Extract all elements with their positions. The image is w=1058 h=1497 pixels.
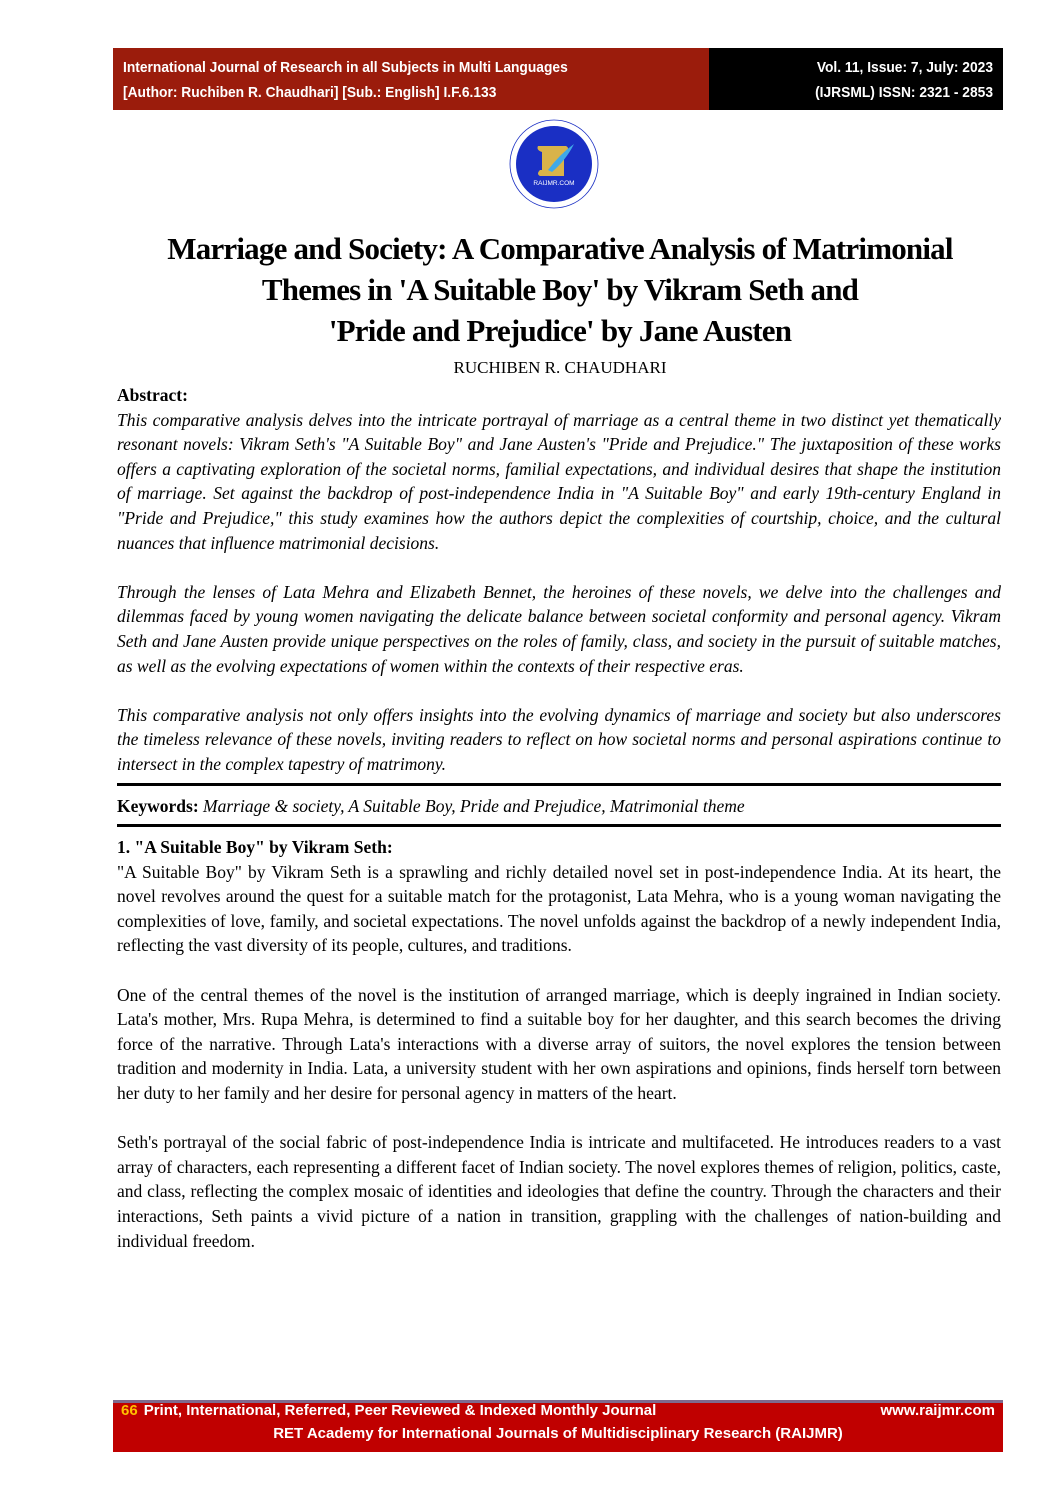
journal-footer (113, 1402, 1003, 1458)
body-paragraph: "A Suitable Boy" by Vikram Seth is a sprawling and richly detailed novel set in post-independence India. At its heart, the novel revolves around the quest for a suitable match for the protagonist, Lata Mehra, who is a young woman navigating the complexities of love, family, and societal expectations. The novel unfolds against the backdrop of a newly independent India, reflecting the vast diversity of its people, cultures, and traditions. (117, 861, 1001, 956)
divider (117, 783, 1001, 786)
journal-header (113, 48, 1003, 110)
paper-title (110, 228, 1010, 351)
abstract-heading: Abstract: (117, 385, 188, 405)
keywords-list: Marriage & society, A Suitable Boy, Pride and Prejudice, Matrimonial theme (203, 795, 745, 816)
title-line-3: 'Pride and Prejudice' by Jane Austen (328, 313, 792, 348)
paper-author: RUCHIBEN R. CHAUDHARI (453, 358, 667, 377)
paper-body (117, 383, 1001, 1253)
abstract-paragraph: This comparative analysis not only offers insights into the evolving dynamics of marriage and society but also underscores the timeless relevance of these novels, inviting readers to reflect on how societal norms and personal aspirations continue to intersect in the complex tapestry of matrimony. (117, 704, 1001, 774)
title-line-2: Themes in 'A Suitable Boy' by Vikram Seth and (261, 272, 859, 307)
header-left-panel (113, 48, 709, 110)
keywords-label: Keywords: (117, 795, 199, 816)
keywords-line (117, 794, 1001, 819)
publisher-name: RET Academy for International Journals of Multidisciplinary Research (RAIJMR) (273, 1425, 843, 1442)
abstract-paragraph: This comparative analysis delves into the intricate portrayal of marriage as a central theme in two distinct yet thematically resonant novels: Vikram Seth's "A Suitable Boy" and Jane Austen's "Pride and Prejudice." The juxtaposition of these works offers a captivating exploration of the societal norms, familial expectations, and individual desires that shape the institution of marriage. Set against the backdrop of post-independence India in "A Suitable Boy" and early 19th-century England in "Pride and Prejudice," this study examines how the authors depict the complexities of courtship, choice, and the cultural nuances that influence matrimonial decisions. (117, 409, 1001, 553)
raijmr-logo-icon (508, 118, 600, 210)
website-link[interactable]: www.raijmr.com (880, 1402, 995, 1419)
body-paragraph: One of the central themes of the novel is the institution of arranged marriage, which is deeply ingrained in Indian society. Lata's mother, Mrs. Rupa Mehra, is determined to find a suitable boy for her daughter, and this search becomes the driving force of the narrative. Through Lata's interactions with a diverse array of suitors, the novel explores the tension between tradition and modernity in India. Lata, a university student with her own aspirations and opinions, finds herself torn between her duty to her family and her desire for personal agency in matters of the heart. (117, 984, 1001, 1104)
author-subject-line: [Author: Ruchiben R. Chaudhari] [Sub.: English] I.F.6.133 (123, 84, 497, 101)
divider (117, 824, 1001, 827)
section-heading: 1. "A Suitable Boy" by Vikram Seth: (117, 837, 393, 858)
journal-name: International Journal of Research in all Subjects in Multi Languages (123, 59, 568, 76)
title-line-1: Marriage and Society: A Comparative Analysis of Matrimonial (167, 231, 953, 266)
issn: (IJRSML) ISSN: 2321 - 2853 (815, 84, 993, 101)
body-paragraph: Seth's portrayal of the social fabric of post-independence India is intricate and multifaceted. He introduces readers to a vast array of characters, each representing a different facet of Indian society. The novel explores themes of religion, politics, caste, and class, reflecting the complex mosaic of identities and ideologies that define the country. Through the characters and their interactions, Seth paints a vivid picture of a nation in transition, grappling with the challenges of nation-building and individual freedom. (117, 1132, 1001, 1251)
volume-issue: Vol. 11, Issue: 7, July: 2023 (816, 59, 993, 76)
abstract-paragraph: Through the lenses of Lata Mehra and Elizabeth Bennet, the heroines of these novels, we delve into the challenges and dilemmas faced by young women navigating the delicate balance between societal conformity and personal agency. Vikram Seth and Jane Austen provide unique perspectives on the roles of family, class, and society in the pursuit of suitable matches, as well as the evolving expectations of women within the contexts of their respective eras. (117, 581, 1001, 676)
header-right-panel (709, 48, 1003, 110)
svg-text:RAIJMR.COM: RAIJMR.COM (533, 180, 575, 187)
page-number: 66 (121, 1402, 138, 1419)
journal-type: Print, International, Referred, Peer Reviewed & Indexed Monthly Journal (143, 1402, 657, 1419)
